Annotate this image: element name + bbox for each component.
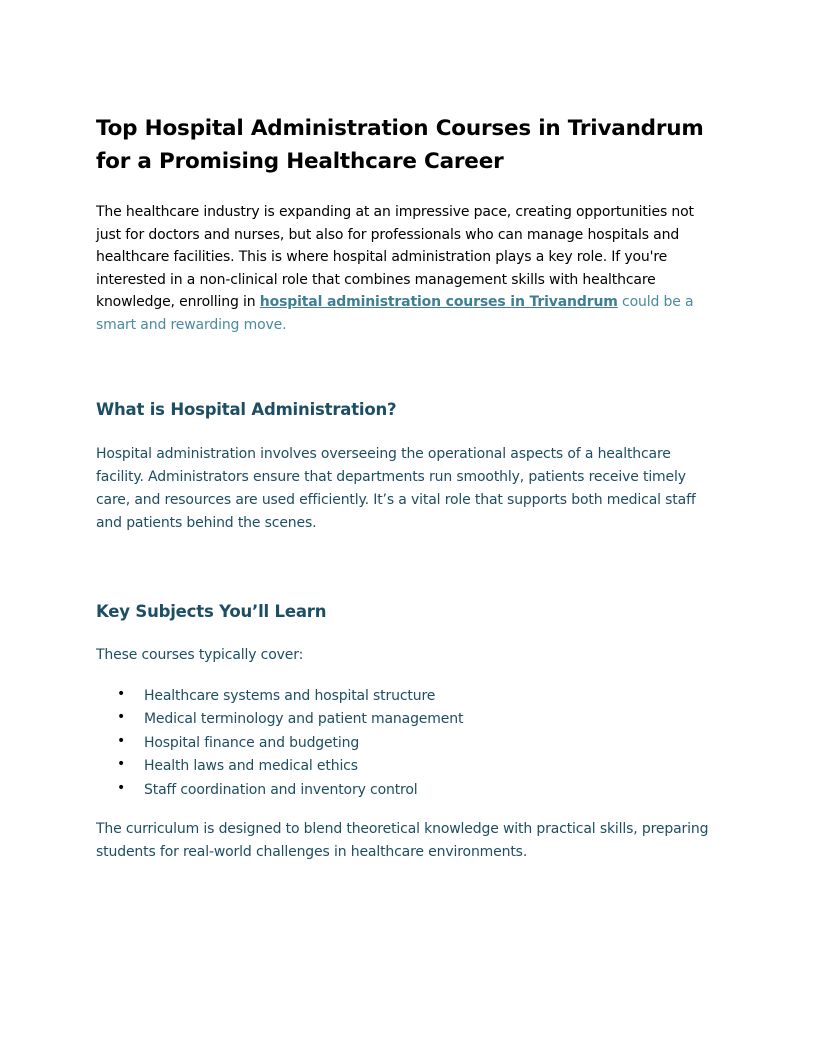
bullet-icon: • — [117, 732, 126, 749]
bullet-icon: • — [117, 685, 126, 702]
list-item-text: Health laws and medical ethics — [144, 758, 358, 775]
curriculum-paragraph: The curriculum is designed to blend theoretical knowledge with practical skills, preparing students for real-world challenges in healthcare environments. — [96, 820, 709, 860]
list-item-text: Medical terminology and patient management — [144, 711, 464, 728]
bullet-icon: • — [117, 779, 126, 796]
what-is-paragraph: Hospital administration involves overseeing the operational aspects of a healthcare facility. Administrators ensure that departments run smoothly, patients receive timely care, and resources are used efficiently. It’s a vital role that supports both medical staff and patients behind the scenes. — [96, 445, 696, 531]
intro-tail-text: could be a smart and rewarding move. — [96, 294, 694, 333]
intro-paragraph — [96, 201, 716, 337]
list-item-text: Hospital finance and budgeting — [144, 734, 360, 751]
intro-text: The healthcare industry is expanding at an impressive pace, creating opportunities not just for doctors and nurses, but also for professionals who can manage hospitals and healthcare facilities. This is where hospital administration plays a key role. If you're interested in a non-clinical role that combines management skills with healthcare knowledge, enrolling in — [96, 204, 694, 311]
section-heading-what-is: What is Hospital Administration? — [96, 399, 397, 419]
list-item — [96, 779, 716, 803]
page-title: Top Hospital Administration Courses in Trivandrum for a Promising Healthcare Career — [96, 116, 704, 174]
list-item — [96, 732, 716, 756]
list-item — [96, 685, 716, 709]
subjects-list — [96, 685, 716, 803]
subjects-lead-text: These courses typically cover: — [96, 646, 304, 663]
bullet-icon: • — [117, 756, 126, 773]
section-heading-key-subjects: Key Subjects You’ll Learn — [96, 601, 327, 621]
list-item-text: Staff coordination and inventory control — [144, 781, 418, 798]
list-item — [96, 708, 716, 732]
hospital-admin-courses-link[interactable]: hospital administration courses in Trivandrum — [259, 294, 618, 311]
list-item-text: Healthcare systems and hospital structure — [144, 687, 436, 704]
document-page — [96, 112, 716, 864]
bullet-icon: • — [117, 709, 126, 726]
list-item — [96, 755, 716, 779]
